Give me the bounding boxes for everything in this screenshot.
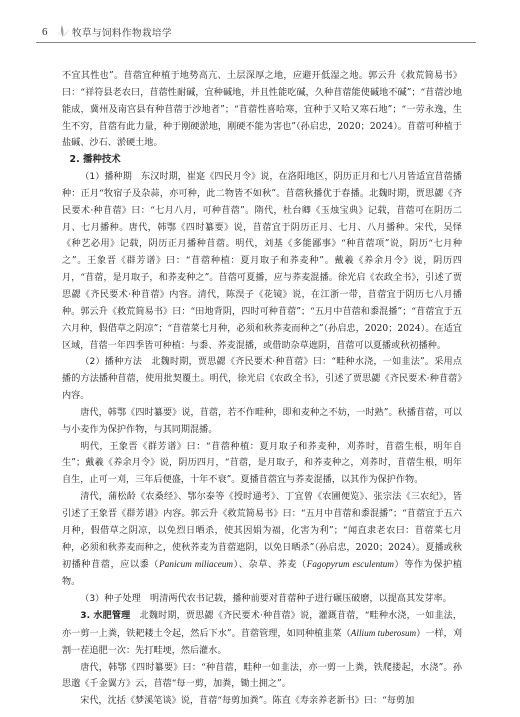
qing-text-1: 清代，蒲松龄《农桑经》、鄂尔泰等《授时通考》、丁宜曾《农圃便览》、张宗法《三农纪》，皆引述了王象晋《群芳谱》内容。郭云升《救荒简易书》曰：“五月中苜蓿和黍混播”；“苜蓿宜于五六月种，假借草之阴凉，以免烈日晒杀，使其因娟为福，化害为利”；“闻直隶老农曰：苜蓿菜七月种，必须和秋荞麦而种之，使秋荞麦为苜蓿遮阴，以免日晒杀”（孙启忠，2020；2024）。夏播或秋初播种苜蓿，应以黍（ [62, 492, 462, 571]
paragraph-water-fertilizer [62, 608, 462, 660]
water-text-1: 北魏时期，贾思勰《齐民要术·种苜蓿》说，灌溉苜蓿，“畦种水浇，一如韭法，亦一剪一上粪，铁耙耧土令起，然后下水”。苜蓿管理，如同种植韭菜（ [62, 611, 462, 639]
sowing-method-text: 北魏时期，贾思勰《齐民要术·种苜蓿》曰：“畦种水浇，一如韭法”。采用点播的方法播种苜蓿，使用批契覆土。明代，徐光启《农政全书》，引述了贾思勰《齐民要术·种苜蓿》内容。 [62, 357, 462, 402]
header-rule [36, 42, 476, 43]
section-heading-sowing: 2. 播种技术 [69, 154, 121, 166]
qing-text-2: ）、杂草、荞麦（ [233, 560, 307, 571]
seed-treatment-text: 明清两代农书记载，播种前要对苜蓿种子进行碾压破磨，以提高其发芽率。 [150, 594, 452, 605]
paragraph-qing [62, 489, 462, 591]
paragraph-sowing-method [62, 354, 462, 405]
leaf-ornament-icon [56, 24, 70, 38]
paragraph-sowing-time [62, 169, 462, 354]
sowing-time-text: 东汉时期，崔寔《四民月令》说，在洛阳地区，阴历正月和七八月皆适宜苜蓿播种：正月“牧宿子及杂蒜，亦可种，此二物皆不如秋”。苜蓿秋播优于春播。北魏时期，贾思勰《齐民要术·种苜蓿》曰：“七月八月，可种苜蓿”。隋代，杜台卿《玉烛宝典》记载，苜蓿可在阴历二月、七月播种。唐代，韩鄂《四时纂要》说，苜蓿宜于阴历正月、七月、八月播种。宋代，吴怿《种艺必用》记载，阴历正月播种苜蓿。明代，刘基《多能鄙事》“种苜蓿项”说，阴历“七月种之”。王象晋《群芳谱》曰：“苜蓿种植：夏月取子和荞麦种”。戴羲《养余月令》说，阴历四月，“苜蓿，是月取子，和荞麦种之”。苜蓿可夏播，应与荞麦混播。徐光启《农政全书》，引述了贾思勰《齐民要术·种苜蓿》内容。清代，陈淏子《花镜》说，在江浙一带，苜蓿宜于阴历七八月播种。郭云升《救荒简易书》曰：“田地背阴，四时可种苜蓿”；“五月中苜蓿和黍混播”；“苜蓿宜于五六月种，假借草之阴凉”；“苜蓿菜七月种，必须和秋荞麦而种之”（孙启忠，2020；2024）。在适宜区域，苜蓿一年四季皆可种植：与黍、荞麦混播，或借助杂草遮阴，苜蓿可以夏播或秋初播种。 [62, 172, 462, 351]
qing-text-3: ）等作为保护植物。 [62, 560, 462, 588]
paragraph-song: 宋代，沈括《梦溪笔谈》说，苜蓿“每剪加粪”。陈直《寿亲养老新书》曰：“每剪加 [80, 696, 415, 707]
subheading-seed-treatment: （3）种子处理 [80, 594, 141, 605]
paragraph-alkaline-soil: 不宜其性也”。苜蓿宜种植于地势高亢、土层深厚之地，应避开低湿之地。郭云升《救荒简易书》曰：“祥符县老农曰，苜蓿性耐碱，宜种碱地，并且性能吃碱，久种苜蓿能使碱地不碱”；“苜蓿沙地能成，冀州及南宫县有种苜蓿于沙地者”；“苜蓿性喜哈寒，宜种于又哈又寒石地”；“一劳永逸，生生不穷，苜蓿有此力量，种于刚硬淤地，刚硬不能为害也”（孙启忠，2020；2024）。苜蓿可种植于盐碱、沙石、淤硬土地。 [62, 71, 462, 149]
water-text-2: ）一样，刈割一茬追肥一次：先打畦埂，然后灌水。 [62, 628, 462, 656]
latin-name-panicum: Panicum miliaceum [159, 559, 234, 570]
section-heading-water-fertilizer: 3. 水肥管理 [80, 611, 131, 621]
paragraph-tang-water: 唐代，韩鄂《四时纂要》曰：“种苜蓿，畦种一如韭法，亦一剪一上粪，铁爬搂起，水浇”。孙思邈《千金翼方》云，苜蓿“每一剪，加粪，锄土拥之”。 [62, 662, 462, 690]
paragraph-tang: 唐代，韩鄂《四时纂要》说，苜蓿，若不作畦种，即和麦种之不妨，一时熟”。秋播苜蓿，可以与小麦作为保护作物，与其同期混播。 [62, 407, 462, 435]
subheading-sowing-method: （2）播种方法 [80, 357, 143, 368]
latin-name-allium: Allium tuberosum [350, 627, 417, 638]
page-number: 6 [42, 26, 48, 38]
body-text [62, 68, 462, 710]
page-header [0, 24, 520, 46]
paragraph-seed-treatment [62, 591, 462, 608]
subheading-sowing-time: （1）播种期 [80, 172, 132, 183]
paragraph-ming: 明代，王象晋《群芳谱》曰：“苜蓿种植：夏月取子和荞麦种，刈荞时，苜蓿生根，明年自生”；戴羲《养余月令》说，阴历四月，“苜蓿，是月取子，和荞麦种之，刈荞时，苜蓿生根，明年自生，止可一刈，三年后便盛，十年不衰”。夏播苜蓿宜与荞麦混播，以其作为保护作物。 [62, 441, 462, 486]
running-head: 牧草与饲料作物栽培学 [72, 28, 173, 39]
latin-name-fagopyrum: Fagopyrum esculentum [306, 559, 394, 570]
